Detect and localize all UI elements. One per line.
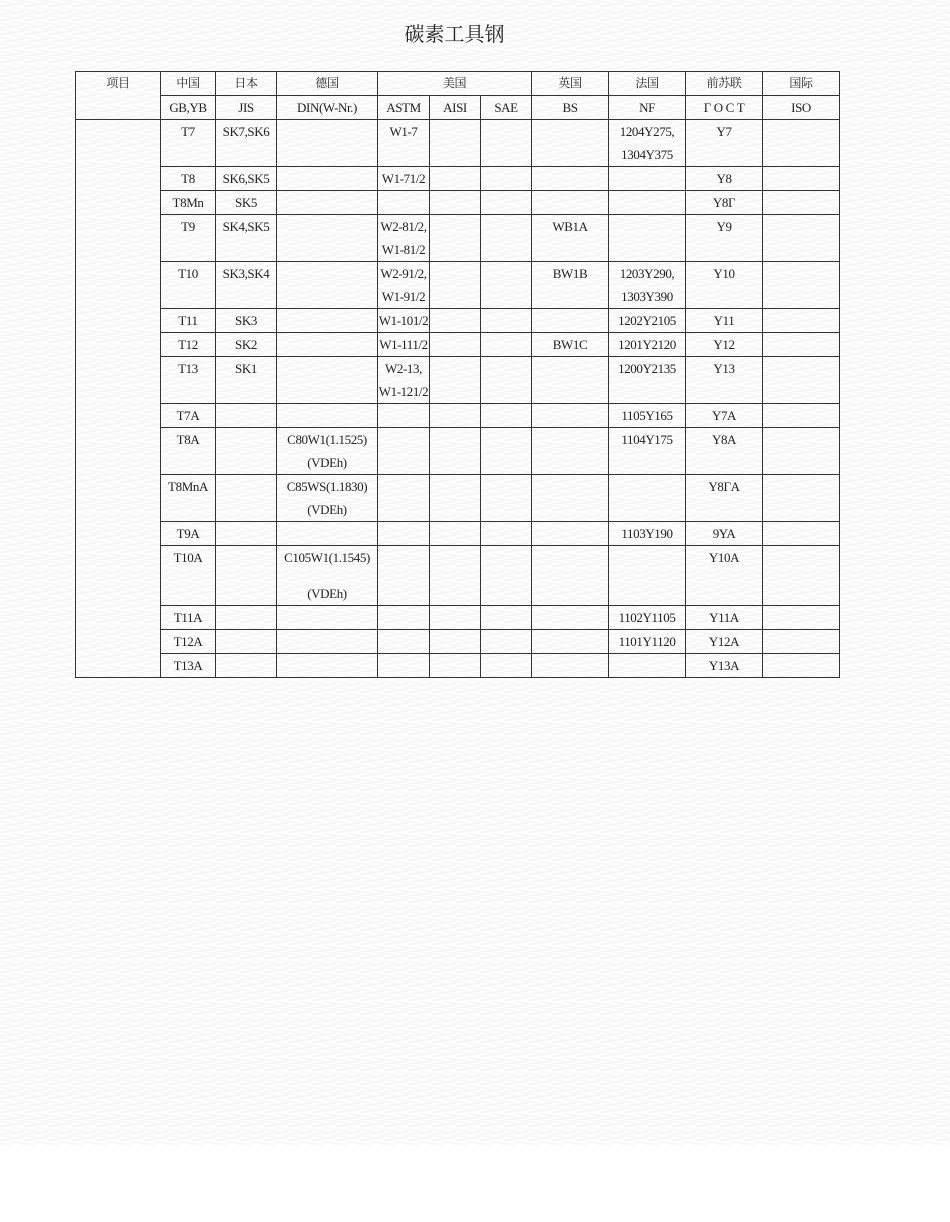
cell-bs	[532, 191, 609, 215]
steel-grade-comparison-table	[75, 71, 840, 678]
cell-bs	[532, 606, 609, 630]
cell-jis	[216, 522, 277, 546]
table-row	[76, 606, 840, 630]
cell-din	[277, 475, 378, 522]
cell-bs	[532, 475, 609, 522]
cell-gost: Y8	[686, 167, 763, 191]
cell-astm	[378, 428, 430, 475]
cell-din	[277, 546, 378, 606]
header-jis: JIS	[216, 96, 277, 120]
cell-astm	[378, 357, 430, 404]
cell-sae	[481, 120, 532, 167]
cell-gost: Y11	[686, 309, 763, 333]
cell-aisi	[430, 167, 481, 191]
cell-din	[277, 428, 378, 475]
cell-bs	[532, 357, 609, 404]
cell-nf-line: 1103Y190	[621, 526, 673, 541]
cell-din	[277, 654, 378, 678]
cell-nf-line	[609, 475, 685, 498]
cell-gb-yb: T11	[161, 309, 216, 333]
cell-nf-line	[609, 191, 685, 214]
cell-bs	[532, 309, 609, 333]
cell-astm	[378, 630, 430, 654]
cell-iso	[763, 120, 840, 167]
cell-nf-line: 1304Y375	[621, 147, 673, 162]
cell-din	[277, 404, 378, 428]
cell-din-line	[277, 630, 377, 653]
cell-bs	[532, 630, 609, 654]
cell-astm-line	[378, 143, 429, 166]
cell-din-line	[277, 191, 377, 214]
cell-bs	[532, 428, 609, 475]
header-france: 法国	[609, 72, 686, 96]
cell-iso	[763, 546, 840, 606]
item-cell	[76, 120, 161, 678]
cell-aisi	[430, 606, 481, 630]
cell-bs	[532, 522, 609, 546]
table-row	[76, 167, 840, 191]
header-japan: 日本	[216, 72, 277, 96]
cell-nf-line: 1201Y2120	[618, 337, 676, 352]
cell-sae	[481, 262, 532, 309]
cell-jis	[216, 546, 277, 606]
cell-gb-yb: T8Mn	[161, 191, 216, 215]
cell-astm	[378, 404, 430, 428]
cell-iso	[763, 215, 840, 262]
cell-nf-line: 1101Y1120	[618, 634, 676, 649]
page-title: 碳素工具钢	[404, 22, 505, 46]
cell-astm-line	[378, 404, 429, 427]
cell-nf	[609, 333, 686, 357]
table-row	[76, 215, 840, 262]
table-row	[76, 333, 840, 357]
cell-astm-line: W2-91/2,	[380, 266, 427, 281]
cell-din	[277, 167, 378, 191]
cell-din	[277, 606, 378, 630]
cell-astm-line: W2-81/2,	[380, 219, 427, 234]
cell-bs: WB1A	[532, 215, 609, 262]
cell-din-line: C105W1(1.1545)	[284, 550, 370, 565]
cell-astm-line	[378, 522, 429, 545]
cell-nf-line: 1200Y2135	[618, 361, 676, 376]
cell-astm-line	[378, 606, 429, 629]
cell-nf-line: 1105Y165	[621, 408, 673, 423]
cell-iso	[763, 428, 840, 475]
cell-gost: Y7A	[686, 404, 763, 428]
cell-aisi	[430, 333, 481, 357]
cell-nf-line: 1202Y2105	[618, 313, 676, 328]
cell-sae	[481, 522, 532, 546]
cell-nf	[609, 262, 686, 309]
cell-nf	[609, 309, 686, 333]
cell-gb-yb: T8	[161, 167, 216, 191]
cell-din-line: (VDEh)	[307, 586, 347, 601]
cell-gost: Y9	[686, 215, 763, 262]
cell-nf	[609, 191, 686, 215]
cell-nf-line	[609, 380, 685, 403]
cell-nf-line: 1303Y390	[621, 289, 673, 304]
cell-sae	[481, 215, 532, 262]
cell-nf-line	[609, 215, 685, 238]
cell-astm	[378, 522, 430, 546]
cell-nf	[609, 475, 686, 522]
cell-nf-line	[609, 167, 685, 190]
cell-nf	[609, 630, 686, 654]
header-gost: Г О С Т	[686, 96, 763, 120]
cell-astm-line	[378, 569, 429, 592]
header-ussr: 前苏联	[686, 72, 763, 96]
cell-iso	[763, 522, 840, 546]
header-uk: 英国	[532, 72, 609, 96]
cell-din	[277, 215, 378, 262]
cell-gb-yb: T12	[161, 333, 216, 357]
cell-iso	[763, 333, 840, 357]
cell-gb-yb: T10A	[161, 546, 216, 606]
table-row	[76, 357, 840, 404]
table-row	[76, 120, 840, 167]
cell-gb-yb: T8MnA	[161, 475, 216, 522]
cell-aisi	[430, 546, 481, 606]
cell-din-line: (VDEh)	[307, 502, 347, 517]
cell-din	[277, 333, 378, 357]
header-china: 中国	[161, 72, 216, 96]
cell-astm-line	[378, 654, 429, 677]
cell-gost: Y13	[686, 357, 763, 404]
cell-aisi	[430, 262, 481, 309]
header-usa: 美国	[378, 72, 532, 96]
cell-sae	[481, 167, 532, 191]
cell-iso	[763, 475, 840, 522]
cell-astm-line	[378, 428, 429, 451]
cell-din-line	[277, 215, 377, 238]
cell-gost: Y12	[686, 333, 763, 357]
cell-gb-yb: T7	[161, 120, 216, 167]
header-din: DIN(W-Nr.)	[277, 96, 378, 120]
cell-astm	[378, 167, 430, 191]
cell-bs: BW1C	[532, 333, 609, 357]
cell-din-line	[277, 143, 377, 166]
header-germany: 德国	[277, 72, 378, 96]
cell-astm-line	[378, 498, 429, 521]
cell-iso	[763, 262, 840, 309]
cell-gb-yb: T9A	[161, 522, 216, 546]
cell-astm-line: W1-7	[389, 124, 418, 139]
cell-jis	[216, 428, 277, 475]
cell-din-line	[277, 606, 377, 629]
cell-astm	[378, 309, 430, 333]
cell-nf-line: 1104Y175	[621, 432, 673, 447]
table-body	[76, 120, 840, 678]
cell-din-line	[277, 522, 377, 545]
cell-iso	[763, 191, 840, 215]
cell-aisi	[430, 630, 481, 654]
table-row	[76, 654, 840, 678]
cell-jis	[216, 630, 277, 654]
cell-aisi	[430, 428, 481, 475]
cell-bs	[532, 120, 609, 167]
table-row	[76, 262, 840, 309]
cell-din-line	[277, 380, 377, 403]
cell-gost: Y8A	[686, 428, 763, 475]
cell-gost: Y13A	[686, 654, 763, 678]
cell-sae	[481, 333, 532, 357]
cell-gb-yb: T8A	[161, 428, 216, 475]
page-background-bottom	[0, 1145, 950, 1222]
cell-nf	[609, 404, 686, 428]
cell-astm-line	[378, 630, 429, 653]
cell-nf	[609, 120, 686, 167]
cell-iso	[763, 357, 840, 404]
cell-din-line	[277, 262, 377, 285]
cell-iso	[763, 630, 840, 654]
cell-gost: Y12A	[686, 630, 763, 654]
cell-nf	[609, 357, 686, 404]
cell-sae	[481, 191, 532, 215]
cell-nf-line: 1102Y1105	[618, 610, 676, 625]
cell-din	[277, 522, 378, 546]
cell-gost: 9YA	[686, 522, 763, 546]
table-row	[76, 404, 840, 428]
header-item: 项目	[76, 72, 161, 120]
cell-astm-line: W1-111/2	[379, 337, 428, 352]
cell-nf-line	[609, 654, 685, 677]
cell-nf-line: 1204Y275,	[619, 124, 675, 139]
cell-iso	[763, 606, 840, 630]
cell-astm	[378, 654, 430, 678]
cell-sae	[481, 357, 532, 404]
cell-gb-yb: T11A	[161, 606, 216, 630]
header-nf: NF	[609, 96, 686, 120]
cell-astm-line: W1-101/2	[378, 313, 429, 328]
header-sae: SAE	[481, 96, 532, 120]
header-bs: BS	[532, 96, 609, 120]
cell-jis: SK6,SK5	[216, 167, 277, 191]
cell-bs	[532, 404, 609, 428]
cell-gost: Y7	[686, 120, 763, 167]
cell-sae	[481, 630, 532, 654]
cell-din-line	[277, 285, 377, 308]
cell-sae	[481, 309, 532, 333]
cell-gb-yb: T7A	[161, 404, 216, 428]
cell-din	[277, 262, 378, 309]
cell-gb-yb: T9	[161, 215, 216, 262]
cell-nf-line: 1203Y290,	[619, 266, 675, 281]
cell-bs: BW1B	[532, 262, 609, 309]
cell-din-line: (VDEh)	[307, 455, 347, 470]
cell-jis: SK1	[216, 357, 277, 404]
cell-aisi	[430, 191, 481, 215]
cell-gb-yb: T12A	[161, 630, 216, 654]
table-row	[76, 546, 840, 606]
cell-bs	[532, 654, 609, 678]
cell-nf-line	[609, 569, 685, 592]
cell-din-line	[277, 333, 377, 356]
cell-astm-line: W2-13,	[385, 361, 422, 376]
cell-nf	[609, 428, 686, 475]
cell-din	[277, 191, 378, 215]
cell-astm	[378, 546, 430, 606]
cell-jis: SK3,SK4	[216, 262, 277, 309]
cell-din-line	[277, 120, 377, 143]
cell-gost: Y8Г	[686, 191, 763, 215]
cell-gost: Y10	[686, 262, 763, 309]
cell-din-line	[277, 654, 377, 677]
cell-aisi	[430, 215, 481, 262]
table-row	[76, 630, 840, 654]
cell-gost: Y8ГA	[686, 475, 763, 522]
header-international: 国际	[763, 72, 840, 96]
cell-aisi	[430, 357, 481, 404]
cell-nf	[609, 546, 686, 606]
cell-bs	[532, 546, 609, 606]
cell-din	[277, 120, 378, 167]
table-row	[76, 522, 840, 546]
cell-iso	[763, 167, 840, 191]
cell-sae	[481, 475, 532, 522]
cell-astm	[378, 191, 430, 215]
cell-din-line: C80W1(1.1525)	[287, 432, 367, 447]
cell-nf	[609, 606, 686, 630]
cell-astm	[378, 262, 430, 309]
header-row-countries	[76, 72, 840, 96]
cell-nf-line	[609, 238, 685, 261]
table-row	[76, 428, 840, 475]
header-iso: ISO	[763, 96, 840, 120]
cell-din-line: C85WS(1.1830)	[286, 479, 368, 494]
cell-astm	[378, 215, 430, 262]
header-aisi: AISI	[430, 96, 481, 120]
cell-din-line	[277, 238, 377, 261]
cell-sae	[481, 654, 532, 678]
cell-astm-line: W1-91/2	[381, 289, 426, 304]
table-row	[76, 475, 840, 522]
cell-aisi	[430, 475, 481, 522]
cell-jis: SK2	[216, 333, 277, 357]
cell-sae	[481, 606, 532, 630]
table-row	[76, 191, 840, 215]
cell-astm	[378, 475, 430, 522]
cell-astm-line	[378, 451, 429, 474]
cell-din-line	[277, 167, 377, 190]
cell-jis	[216, 606, 277, 630]
cell-nf-line	[609, 498, 685, 521]
header-row-standards	[76, 96, 840, 120]
cell-aisi	[430, 309, 481, 333]
cell-astm-line	[378, 191, 429, 214]
cell-din	[277, 630, 378, 654]
cell-jis: SK7,SK6	[216, 120, 277, 167]
cell-nf	[609, 654, 686, 678]
cell-jis	[216, 404, 277, 428]
cell-jis: SK5	[216, 191, 277, 215]
cell-astm	[378, 606, 430, 630]
cell-aisi	[430, 522, 481, 546]
cell-astm	[378, 333, 430, 357]
cell-din-line	[277, 357, 377, 380]
cell-din-line	[277, 309, 377, 332]
cell-jis: SK3	[216, 309, 277, 333]
cell-iso	[763, 309, 840, 333]
cell-din	[277, 309, 378, 333]
cell-bs	[532, 167, 609, 191]
cell-iso	[763, 654, 840, 678]
cell-gost: Y11A	[686, 606, 763, 630]
cell-nf	[609, 167, 686, 191]
cell-gb-yb: T10	[161, 262, 216, 309]
header-astm: ASTM	[378, 96, 430, 120]
cell-sae	[481, 428, 532, 475]
cell-iso	[763, 404, 840, 428]
cell-sae	[481, 404, 532, 428]
cell-din-line	[277, 404, 377, 427]
cell-gb-yb: T13A	[161, 654, 216, 678]
cell-astm	[378, 120, 430, 167]
cell-astm-line: W1-121/2	[378, 384, 429, 399]
cell-jis	[216, 654, 277, 678]
cell-astm-line: W1-71/2	[381, 171, 426, 186]
cell-gb-yb: T13	[161, 357, 216, 404]
table-row	[76, 309, 840, 333]
cell-nf-line	[609, 546, 685, 569]
cell-nf-line	[609, 451, 685, 474]
header-gb-yb: GB,YB	[161, 96, 216, 120]
cell-nf	[609, 215, 686, 262]
cell-jis: SK4,SK5	[216, 215, 277, 262]
cell-gost: Y10A	[686, 546, 763, 606]
cell-astm-line	[378, 546, 429, 569]
cell-jis	[216, 475, 277, 522]
cell-astm-line: W1-81/2	[381, 242, 426, 257]
cell-aisi	[430, 654, 481, 678]
cell-aisi	[430, 404, 481, 428]
cell-din	[277, 357, 378, 404]
cell-aisi	[430, 120, 481, 167]
cell-astm-line	[378, 475, 429, 498]
cell-nf	[609, 522, 686, 546]
cell-sae	[481, 546, 532, 606]
